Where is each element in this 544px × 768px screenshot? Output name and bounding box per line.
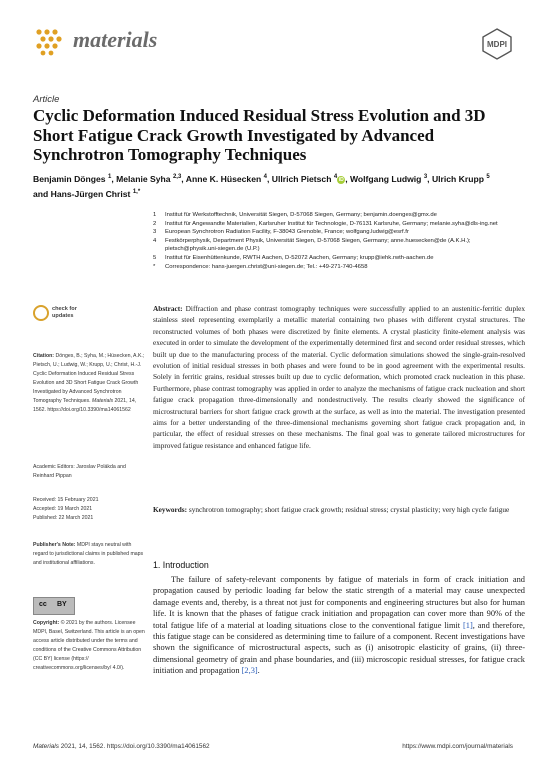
- abstract: [153, 303, 525, 451]
- citation-link[interactable]: [1]: [462, 620, 473, 630]
- author[interactable]: Wolfgang Ludwig: [349, 173, 422, 184]
- copyright-text: © 2021 by the authors. Licensee MDPI, Basel, Switzerland. This article is an open access article distributed under the terms and conditions of the Creative Commons Attribution (CC BY) license (https:// creativecommons.org/licenses/by/ 4.0/).: [33, 620, 145, 671]
- affiliation-text: European Synchrotron Radiation Facility, F-38043 Grenoble, France; wolfgang.ludwig@esrf.fr: [165, 229, 409, 236]
- affiliation-item: [153, 220, 523, 229]
- author[interactable]: Anne K. Hüsecken: [185, 173, 262, 184]
- affiliation-item: [153, 211, 523, 220]
- published-date: Published: 22 March 2021: [33, 515, 94, 521]
- author-affil-sup: 4: [333, 174, 338, 180]
- updates-icon: [33, 305, 49, 321]
- citation-label: Citation:: [33, 353, 55, 359]
- author[interactable]: Melanie Syha: [116, 173, 171, 184]
- cc-license-badge[interactable]: [33, 597, 75, 615]
- citation-link[interactable]: [2,3]: [241, 666, 258, 676]
- publisher-note-label: Publisher's Note:: [33, 542, 76, 548]
- introduction-paragraph: [153, 574, 525, 677]
- author-affil-sup: 3: [423, 174, 428, 180]
- section-title: 1. Introduction: [153, 560, 209, 570]
- journal-header: [33, 24, 513, 64]
- citation-text: Dönges, B.; Syha, M.; Hüsecken, A.K.; Pietsch, U.; Ludwig, W.; Krupp, U.; Christ, H.-J. Cyclic Deformation Induced Residual Stress Evolution and 3D Short Fatigue Crack Growth Investigated by Advanced Synchrotron Tomography Techniques.: [33, 353, 145, 404]
- affiliation-number: 4: [153, 237, 157, 244]
- intro-text: The failure of safety-relevant components by fatigue of materials in form of crack initiation and propagation caused by periodic loading far below the static strength of a material may cause unexpected damage events and, thereby, is a threat not just for components and engineering structures but also for human life. It is known that the phases of fatigue crack initiation and propagation can cover more than 90% of the total fatigue life of a material at loading situations close to the conventional fatigue limit: [153, 575, 525, 630]
- citation-block: [33, 352, 145, 415]
- correspondence: [153, 263, 523, 272]
- affiliation-text: Institut für Angewandte Materialien, Karlsruher Institut für Technologie, D-76131 Karlsruhe, Germany; melanie.syha@dls-ing.net: [165, 220, 498, 227]
- copyright-label: Copyright:: [33, 620, 60, 626]
- abstract-text: Diffraction and phase contrast tomography techniques were successfully applied to an austenitic-ferritic duplex stainless steel representing exemplarily a metallic material containing two phases with different crystal structures. The reconstructed volumes of both phases were discretized by finite elements. A crystal plasticity finite-element analysis was executed in order to simulate the development of the experimentally determined first and second order residual stresses, which built up due to the manufacturing process of the material. Cyclic deformation simulations showed the single-grain-resolved evolution of initial residual stresses in both phases and were found to be in good agreement with the experimental results. Solely in ferritic grains, residual stresses built up due to cyclic deformation, which promoted crack nucleation in this phase. Furthermore, phase contrast tomography was applied in order to analyze the mechanisms of fatigue crack nucleation and short fatigue crack propagation three-dimensionally and nondestructively. The results clearly showed the significance of microstructural barriers for short fatigue crack growth at the surface, as well as into the material. The investigation presented aims for a better understanding of the three-dimensional mechanisms governing short fatigue crack propagation and, in particular, the effect of residual stresses on these mechanisms. The final goal was to generate tailored microstructures for improved fatigue resistance and enhanced fatigue life.: [153, 304, 526, 450]
- accepted-date: Accepted: 19 March 2021: [33, 506, 93, 512]
- by-icon: BY: [57, 601, 67, 608]
- footer-doi[interactable]: 2021, 14, 1562. https://doi.org/10.3390/ma14061562: [60, 743, 210, 750]
- journal-logo-icon: [33, 26, 69, 56]
- author-line-2: [33, 186, 513, 201]
- updates-line-1: check for: [52, 306, 77, 312]
- copyright-block: [33, 619, 145, 673]
- affiliation-item: [153, 228, 523, 237]
- publisher-note: [33, 541, 145, 568]
- author-affil-sup: 4: [263, 174, 267, 180]
- intro-text: , and therefore, this fatigue stage can be considered as determining time to failure of a component. Recent investigations have shown the significance of microstructural aspects, such as (i) anisotropic elasticity of grains, (ii) three-dimensional geometry of grain and phase boundaries, and (iii) microscopic residual stresses, for fatigue crack initiation and propagation: [153, 620, 525, 676]
- journal-name: materials: [73, 27, 158, 52]
- keywords-text: synchrotron tomography; short fatigue crack growth; residual stress; crystal plasticity; very high cycle fatigue: [188, 505, 510, 514]
- affiliation-number: 5: [153, 254, 157, 261]
- affiliation-number: 2: [153, 220, 157, 227]
- keywords: [153, 504, 525, 515]
- updates-text: [52, 306, 77, 320]
- author[interactable]: Ullrich Pietsch: [271, 173, 332, 184]
- author-affil-sup: 2,3: [172, 174, 182, 180]
- author[interactable]: Benjamin Dönges: [33, 173, 106, 184]
- affiliation-number: 3: [153, 229, 157, 236]
- affiliation-text: Festkörperphysik, Department Physik, Universität Siegen, D-57068 Siegen, Germany; anne.huesecken@de (A.K.H.); pietsch@physik.uni-siegen.de (U.P.): [165, 237, 471, 253]
- affiliation-number: *: [153, 263, 156, 270]
- academic-editors: Academic Editors: Jaroslav Polákda and Reinhard Pippan: [33, 464, 126, 479]
- author[interactable]: Hans-Jürgen Christ: [50, 188, 131, 199]
- intro-text: .: [257, 666, 260, 676]
- affiliation-text: Institut für Eisenhüttenkunde, RWTH Aachen, D-52072 Aachen, Germany; krupp@iehk.rwth-aachen.de: [165, 254, 434, 261]
- footer-citation: [33, 743, 210, 750]
- author-affil-sup: 1: [107, 174, 112, 180]
- author-affil-sup: 1,*: [132, 188, 141, 195]
- affiliations: [153, 211, 523, 271]
- publisher-logo-icon: [481, 28, 513, 60]
- keywords-label: Keywords:: [153, 505, 188, 514]
- dates-block: [33, 496, 145, 523]
- correspondence-text: Correspondence: hans-juergen.christ@uni-siegen.de; Tel.: +49-271-740-4658: [165, 263, 368, 270]
- cc-icon: cc: [39, 601, 47, 608]
- orcid-icon[interactable]: iD: [338, 176, 344, 183]
- abstract-label: Abstract:: [153, 304, 183, 313]
- publisher-name: MDPI: [487, 40, 507, 49]
- affiliation-item: [153, 237, 523, 254]
- citation-journal: Materials: [92, 398, 114, 404]
- citation-doi[interactable]: 2021, 14, 1562. https://doi.org/10.3390/ma14061562: [33, 398, 137, 413]
- author-line-1: Benjamin Dönges $^1$, Melanie Syha $^{2,3}$, Anne K. Hüsecken $^4$, Ullrich Pietsch $^4$ iD , Wolfgang Ludwig $^3$, Ulrich Krupp $^5$: [33, 173, 490, 184]
- affiliation-item: [153, 254, 523, 263]
- updates-line-2: updates: [52, 313, 74, 319]
- footer-journal: Materials: [33, 743, 59, 750]
- article-type: Article: [33, 94, 60, 105]
- publisher-note-text: MDPI stays neutral with regard to jurisdictional claims in published maps and institutional affiliations.: [33, 542, 144, 566]
- author[interactable]: Ulrich Krupp: [431, 173, 484, 184]
- footer-journal-url[interactable]: https://www.mdpi.com/journal/materials: [402, 743, 513, 750]
- received-date: Received: 15 February 2021: [33, 497, 99, 503]
- author-conjunction: and: [33, 188, 49, 199]
- affiliation-text: Institut für Werkstofftechnik, Universität Siegen, D-57068 Siegen, Germany; benjamin.doenges@gmx.de: [165, 212, 437, 218]
- author-list: [33, 171, 513, 201]
- affiliation-number: 1: [153, 212, 157, 218]
- check-for-updates-button[interactable]: [33, 305, 83, 331]
- paper-title: Cyclic Deformation Induced Residual Stress Evolution and 3D Short Fatigue Crack Growth Investigated by Advanced Synchrotron Tomography Techniques: [33, 106, 486, 164]
- author-affil-sup: 5: [486, 174, 490, 180]
